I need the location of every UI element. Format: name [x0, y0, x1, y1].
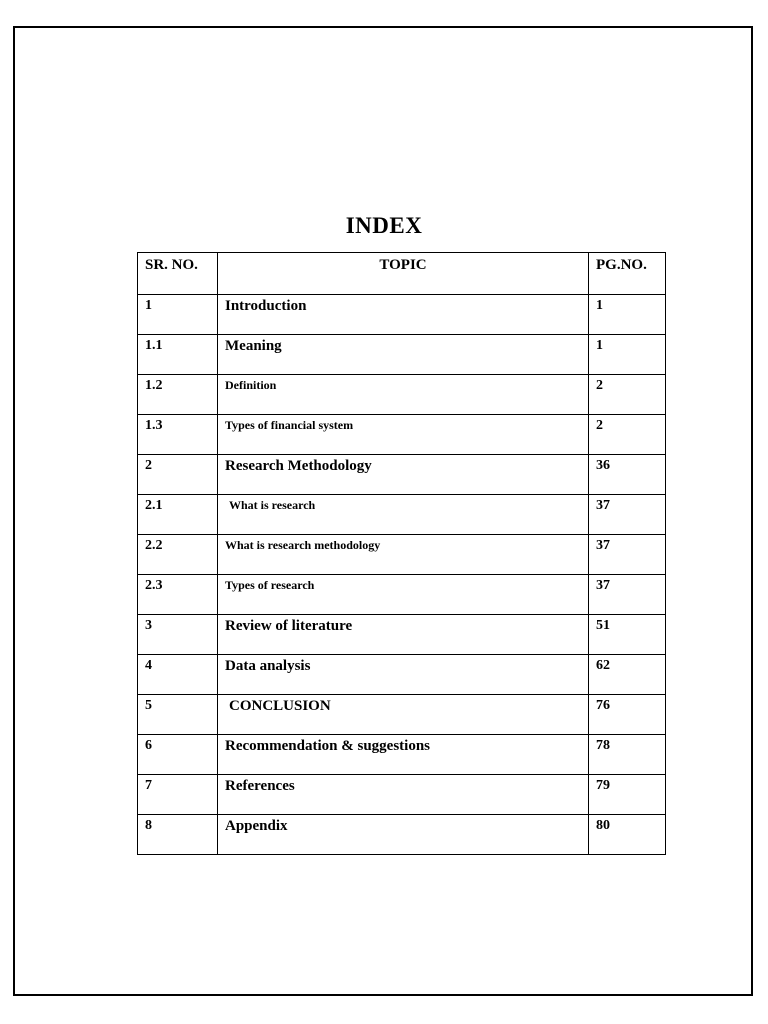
table-row	[138, 415, 666, 455]
table-row	[138, 655, 666, 695]
row-topic: Recommendation & suggestions	[218, 735, 589, 775]
table-row	[138, 815, 666, 855]
row-topic: Appendix	[218, 815, 589, 855]
table-row	[138, 455, 666, 495]
row-page-no: 1	[589, 335, 666, 375]
row-topic: Introduction	[218, 295, 589, 335]
row-sr-no: 2.3	[138, 575, 218, 615]
header-sr-no: SR. NO.	[138, 253, 218, 295]
table-row	[138, 695, 666, 735]
row-topic: Research Methodology	[218, 455, 589, 495]
index-table	[137, 252, 666, 855]
table-row	[138, 375, 666, 415]
table-row	[138, 535, 666, 575]
row-page-no: 80	[589, 815, 666, 855]
row-sr-no: 2.2	[138, 535, 218, 575]
row-page-no: 37	[589, 575, 666, 615]
row-topic: Meaning	[218, 335, 589, 375]
row-topic: What is research methodology	[218, 535, 589, 575]
table-row	[138, 775, 666, 815]
row-sr-no: 1.3	[138, 415, 218, 455]
row-sr-no: 2	[138, 455, 218, 495]
row-page-no: 1	[589, 295, 666, 335]
table-row	[138, 295, 666, 335]
row-page-no: 51	[589, 615, 666, 655]
row-page-no: 78	[589, 735, 666, 775]
row-topic: What is research	[218, 495, 589, 535]
table-row	[138, 615, 666, 655]
row-sr-no: 7	[138, 775, 218, 815]
row-sr-no: 4	[138, 655, 218, 695]
row-topic: Data analysis	[218, 655, 589, 695]
row-sr-no: 2.1	[138, 495, 218, 535]
row-sr-no: 6	[138, 735, 218, 775]
row-page-no: 2	[589, 415, 666, 455]
row-topic: Types of financial system	[218, 415, 589, 455]
row-sr-no: 1.2	[138, 375, 218, 415]
row-topic: CONCLUSION	[218, 695, 589, 735]
row-page-no: 62	[589, 655, 666, 695]
row-topic: Definition	[218, 375, 589, 415]
table-row	[138, 335, 666, 375]
page-title: INDEX	[345, 213, 423, 238]
row-page-no: 37	[589, 495, 666, 535]
row-sr-no: 1.1	[138, 335, 218, 375]
row-page-no: 79	[589, 775, 666, 815]
table-row	[138, 495, 666, 535]
row-sr-no: 1	[138, 295, 218, 335]
row-sr-no: 8	[138, 815, 218, 855]
row-topic: Types of research	[218, 575, 589, 615]
header-page-no: PG.NO.	[589, 253, 666, 295]
row-page-no: 76	[589, 695, 666, 735]
row-topic: Review of literature	[218, 615, 589, 655]
row-page-no: 37	[589, 535, 666, 575]
row-sr-no: 5	[138, 695, 218, 735]
row-page-no: 36	[589, 455, 666, 495]
row-topic: References	[218, 775, 589, 815]
header-topic: TOPIC	[218, 253, 589, 295]
table-header-row	[138, 253, 666, 295]
row-page-no: 2	[589, 375, 666, 415]
row-sr-no: 3	[138, 615, 218, 655]
table-row	[138, 735, 666, 775]
table-row	[138, 575, 666, 615]
